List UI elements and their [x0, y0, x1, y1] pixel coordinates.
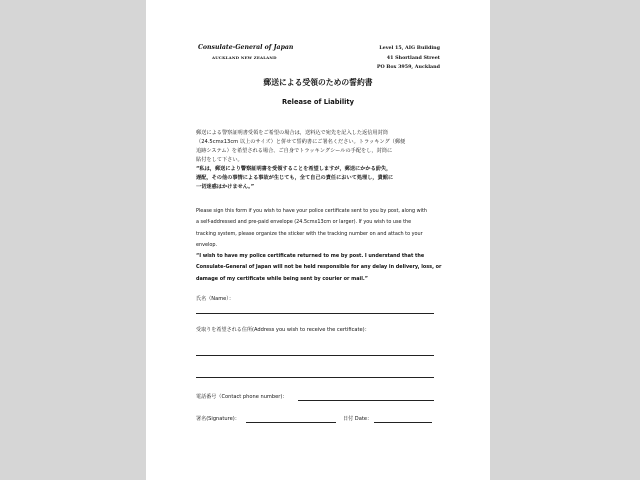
consulate-city: AUCKLAND NEW ZEALAND	[212, 55, 277, 60]
jp-line: 追跡システム）を希望される場合、ご自身でトラッキングシールの手配をし，封筒に	[196, 148, 393, 154]
consulate-address	[377, 44, 440, 73]
en-declaration-line: damage of my certificate while being sent by courier or mail.”	[196, 275, 368, 282]
jp-line: 貼付をして下さい。	[196, 157, 243, 163]
en-line: envelop.	[196, 241, 218, 248]
en-declaration-line: “I wish to have my police certificate returned to me by post. I understand that the	[196, 253, 425, 260]
en-declaration-line: Consulate-General of Japan will not be held responsible for any delay in delivery, loss, or	[196, 264, 442, 271]
jp-declaration-line: “私は，郵送により警察証明書を受領することを希望しますが，郵送にかかる紛失，	[196, 166, 392, 172]
address-field-line-1[interactable]	[196, 355, 434, 356]
name-field-line[interactable]	[196, 313, 434, 314]
jp-line: （24.5cmx13cm 以上のサイズ）と併せて誓約書にご署名ください。トラッキング（郵便	[196, 139, 406, 145]
english-instructions	[196, 206, 448, 285]
address-line: PO Box 3959, Auckland	[376, 64, 440, 70]
title-english: Release of Liability	[282, 98, 354, 106]
title-japanese: 郵送による受領のための誓約書	[263, 78, 373, 87]
phone-field-line[interactable]	[298, 400, 434, 401]
address-line: Level 15, AIG Building	[379, 45, 440, 51]
date-label: 日付 Date：	[343, 416, 373, 422]
phone-label: 電話番号（Contact phone number)：	[196, 394, 288, 400]
en-line: a self-addressed and pre-paid envelope (24.5cmx13cm or larger). If you wish to use the	[196, 219, 412, 226]
jp-declaration-line: 遅配，その他の事情による事故が生じても，全て自己の責任において処理し，貴館に	[196, 175, 394, 181]
jp-declaration-line: 一切迷惑はかけません。”	[196, 184, 255, 190]
name-label: 氏名（Name）：	[196, 296, 234, 302]
japanese-instructions	[196, 129, 442, 192]
signature-field-line[interactable]	[246, 422, 336, 423]
en-line: Please sign this form if you wish to have your police certificate sent to you by post, along with	[196, 208, 427, 214]
signature-label: 署名(Signature)：	[196, 416, 240, 422]
date-field-line[interactable]	[374, 422, 432, 423]
address-line: 41 Shortland Street	[386, 54, 440, 61]
jp-line: 郵送による警察証明書受領をご希望の場合は，送料込で宛先を記入した返信用封筒	[196, 130, 388, 136]
document-page	[146, 0, 490, 480]
address-label: 受取りを希望される住所(Address you wish to receive the certificate)：	[196, 327, 370, 333]
en-line: tracking system, please organize the sticker with the tracking number on and attach to your	[196, 230, 423, 237]
consulate-name: Consulate-General of Japan	[198, 44, 294, 51]
address-field-line-2[interactable]	[196, 377, 434, 378]
